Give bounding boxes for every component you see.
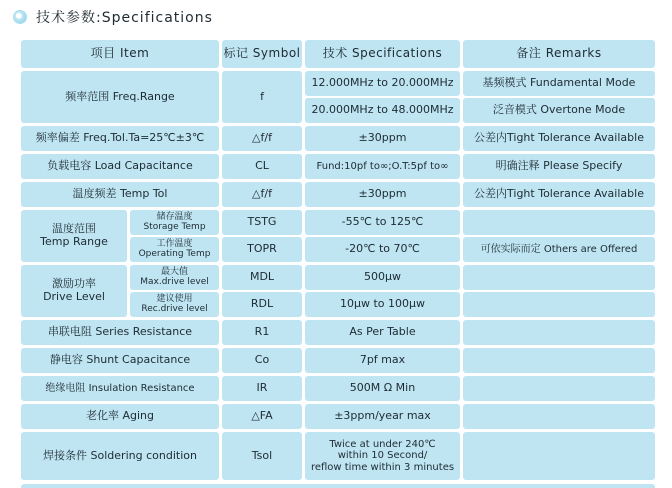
spec-operating-temp: -20℃ to 70℃ [305, 237, 460, 262]
symbol-insulation-resistance: IR [222, 376, 302, 401]
symbol-rec-drive: RDL [222, 292, 302, 317]
section-header [14, 6, 213, 28]
sub-max-drive: 最大值 Max.drive level [130, 265, 219, 290]
symbol-freq-tol: △f/f [222, 126, 302, 151]
remark-blank-storage [463, 210, 655, 235]
spec-soldering-condition: Twice at under 240℃ within 10 Second/ reflow time within 3 minutes [305, 432, 460, 480]
header-spec: 技术 Specifications [305, 40, 460, 68]
remark-freq-range-1: 基频模式 Fundamental Mode [463, 71, 655, 96]
sub-operating-temp: 工作温度 Operating Temp [130, 237, 219, 262]
spec-rec-drive: 10μw to 100μw [305, 292, 460, 317]
header-item: 项目 Item [21, 40, 219, 68]
remark-temp-range: 可依实际而定 Others are Offered [463, 237, 655, 262]
item-soldering-condition: 焊接条件 Soldering condition [21, 432, 219, 480]
symbol-operating-temp: TOPR [222, 237, 302, 262]
spec-freq-range-2: 20.000MHz to 48.000MHz [305, 98, 460, 123]
remark-blank-insulation [463, 376, 655, 401]
symbol-load-capacitance: CL [222, 154, 302, 179]
symbol-series-resistance: R1 [222, 320, 302, 345]
symbol-max-drive: MDL [222, 265, 302, 290]
sub-storage-temp: 储存温度 Storage Temp [130, 210, 219, 235]
spec-insulation-resistance: 500M Ω Min [305, 376, 460, 401]
symbol-shunt-capacitance: Co [222, 348, 302, 373]
item-aging: 老化率 Aging [21, 404, 219, 429]
remark-blank-drive-2 [463, 292, 655, 317]
remark-blank-soldering [463, 432, 655, 480]
header-remarks: 备注 Remarks [463, 40, 655, 68]
item-load-capacitance: 负载电容 Load Capacitance [21, 154, 219, 179]
item-freq-tol: 频率偏差 Freq.Tol.Ta=25℃±3℃ [21, 126, 219, 151]
symbol-aging: △FA [222, 404, 302, 429]
remark-load-capacitance: 明确注释 Please Specify [463, 154, 655, 179]
bullet-circle-icon [14, 11, 26, 23]
item-drive-level: 激励功率 Drive Level [21, 265, 127, 317]
item-series-resistance: 串联电阻 Series Resistance [21, 320, 219, 345]
symbol-soldering-condition: Tsol [222, 432, 302, 480]
header-symbol: 标记 Symbol [222, 40, 302, 68]
symbol-temp-tol: △f/f [222, 182, 302, 207]
section-title: 技术参数:Specifications [36, 10, 213, 26]
remark-freq-tol: 公差内Tight Tolerance Available [463, 126, 655, 151]
remark-freq-range-2: 泛音模式 Overtone Mode [463, 98, 655, 123]
remark-temp-tol: 公差内Tight Tolerance Available [463, 182, 655, 207]
spec-shunt-capacitance: 7pf max [305, 348, 460, 373]
remark-blank-series [463, 320, 655, 345]
spec-freq-range-1: 12.000MHz to 20.000MHz [305, 71, 460, 96]
item-temp-tol: 温度频差 Temp Tol [21, 182, 219, 207]
item-shunt-capacitance: 静电容 Shunt Capacitance [21, 348, 219, 373]
spec-series-resistance: As Per Table [305, 320, 460, 345]
symbol-freq-range: f [222, 71, 302, 123]
next-row-strip [21, 484, 655, 488]
spec-temp-tol: ±30ppm [305, 182, 460, 207]
item-insulation-resistance: 绝缘电阻 Insulation Resistance [21, 376, 219, 401]
item-freq-range: 频率范围 Freq.Range [21, 71, 219, 123]
remark-blank-aging [463, 404, 655, 429]
spec-storage-temp: -55℃ to 125℃ [305, 210, 460, 235]
sub-rec-drive: 建议使用 Rec.drive level [130, 292, 219, 317]
symbol-storage-temp: TSTG [222, 210, 302, 235]
spec-max-drive: 500μw [305, 265, 460, 290]
spec-aging: ±3ppm/year max [305, 404, 460, 429]
item-temp-range: 温度范围 Temp Range [21, 210, 127, 262]
remark-blank-drive-1 [463, 265, 655, 290]
spec-load-capacitance: Fund:10pf to∞;O.T:5pf to∞ [305, 154, 460, 179]
remark-blank-shunt [463, 348, 655, 373]
spec-freq-tol: ±30ppm [305, 126, 460, 151]
